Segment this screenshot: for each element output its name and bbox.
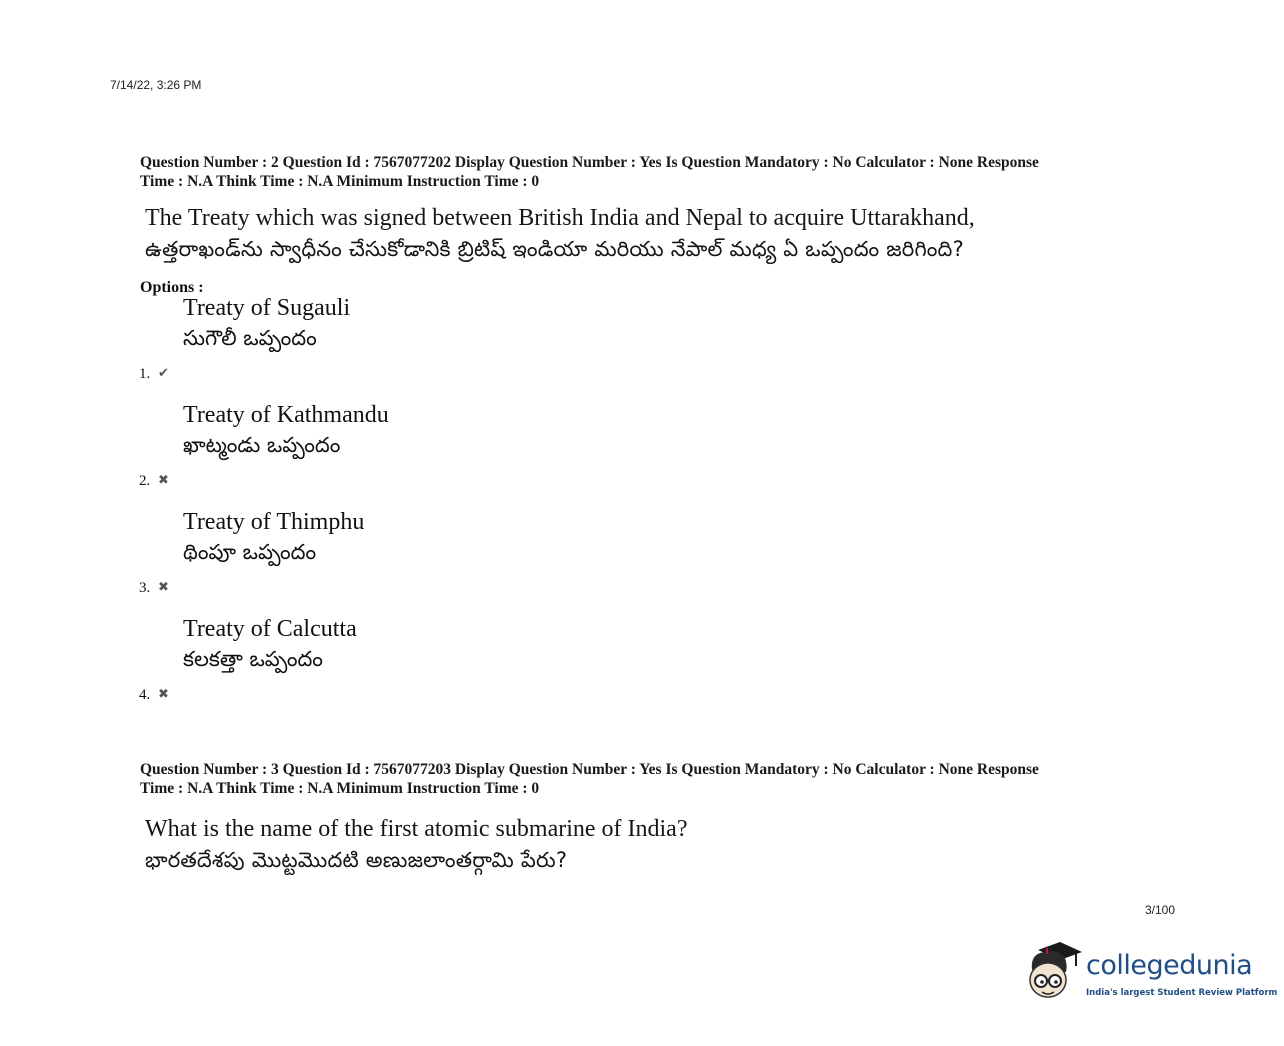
question-2-meta-line1: Question Number : 2 Question Id : 7567077202 Display Question Number : Yes Is Question Mandatory : No Calculator : None Response xyxy=(140,154,1039,171)
option-text-telugu: సుగౌలీ ఒప్పందం xyxy=(183,326,317,350)
options-label: Options : xyxy=(140,279,204,296)
option-text-telugu: కలకత్తా ఒప్పందం xyxy=(183,647,323,671)
option-text-english: Treaty of Calcutta xyxy=(183,616,357,642)
question-2-meta-line2: Time : N.A Think Time : N.A Minimum Instruction Time : 0 xyxy=(140,173,540,190)
question-3-meta xyxy=(140,760,1160,798)
logo-tagline: India's largest Student Review Platform xyxy=(1086,988,1278,998)
logo-text: collegedunia xyxy=(1086,950,1253,981)
option-text-english: Treaty of Sugauli xyxy=(183,295,351,321)
mascot-icon xyxy=(1024,940,1086,1010)
option-2 xyxy=(139,400,739,490)
option-number: 3. xyxy=(139,580,151,596)
collegedunia-logo xyxy=(1024,940,1278,1010)
cross-icon: ✖ xyxy=(158,473,169,488)
question-2-text xyxy=(145,203,975,265)
question-3-meta-line2: Time : N.A Think Time : N.A Minimum Instruction Time : 0 xyxy=(140,780,540,797)
option-text-telugu: ఖాట్మండు ఒప్పందం xyxy=(183,433,341,457)
option-1 xyxy=(139,293,739,383)
option-number: 1. xyxy=(139,366,151,382)
option-text-telugu: థింపూ ఒప్పందం xyxy=(183,540,317,564)
option-4 xyxy=(139,614,739,704)
cross-icon: ✖ xyxy=(158,687,169,702)
option-3 xyxy=(139,507,739,597)
option-number: 4. xyxy=(139,687,151,703)
question-2-meta xyxy=(140,153,1160,191)
question-2-text-telugu: ఉత్తరాఖండ్‌ను స్వాధీనం చేసుకోడానికి బ్రిటిష్ ఇండియా మరియు నేపాల్ మధ్య ఏ ఒప్పందం జరిగింది? xyxy=(145,237,964,261)
question-2-text-english: The Treaty which was signed between British India and Nepal to acquire Uttarakhand, xyxy=(145,205,975,231)
page-number: 3/100 xyxy=(1145,903,1176,917)
question-3-text xyxy=(145,814,687,876)
option-number: 2. xyxy=(139,473,151,489)
cross-icon: ✖ xyxy=(158,580,169,595)
question-3-text-telugu: భారతదేశపు మొట్టమొదటి అణుజలాంతర్గామి పేరు? xyxy=(145,848,568,872)
option-text-english: Treaty of Kathmandu xyxy=(183,402,389,428)
question-3-text-english: What is the name of the first atomic submarine of India? xyxy=(145,816,688,842)
question-3-meta-line1: Question Number : 3 Question Id : 7567077203 Display Question Number : Yes Is Question Mandatory : No Calculator : None Response xyxy=(140,761,1039,778)
print-timestamp: 7/14/22, 3:26 PM xyxy=(110,78,202,92)
check-icon: ✔ xyxy=(158,366,169,381)
option-text-english: Treaty of Thimphu xyxy=(183,509,365,535)
